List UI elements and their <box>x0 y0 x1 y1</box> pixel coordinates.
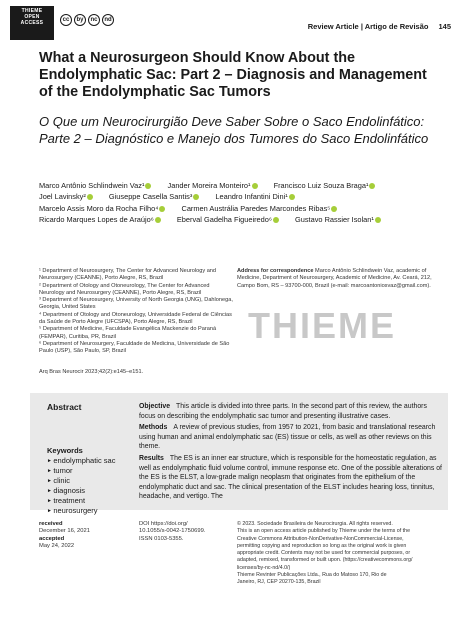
author: Marco Antônio Schlindwein Vaz¹ <box>39 181 151 190</box>
thieme-watermark: THIEME <box>248 305 397 346</box>
abstract-methods: Methods A review of previous studies, from 1957 to 2021, from basic and translational research using human and animal endolymphatic sac (ES) tissue or cells, as well as other reviews on this theme. <box>139 424 436 451</box>
license: © 2023. Sociedade Brasileira de Neurocirurgia. All rights reserved. This is an open access article published by Thieme under the terms of the Creative Commons Attribution-NonDerivative-NonCommercial-License, permitting copying and reproduction so long as the original work is given appropriate credit. Contents may not be used for commercial purposes, or adapted, remixed, transformed or built upon. (https://creativecommons.org/ licenses/by-nc-nd/4.0/) Thieme Revinter Publicações Ltda., Rua do Matoso 170, Rio de Janeiro, RJ, CEP 20270-135, Brazil <box>237 521 452 587</box>
issn: ISSN 0103-5355. <box>139 535 184 542</box>
license-link[interactable]: licenses/by-nc-nd/4.0/) <box>237 564 291 571</box>
by-icon: by <box>74 14 86 26</box>
abstract-heading: Abstract <box>47 402 82 412</box>
keyword: ► diagnosis <box>47 486 115 496</box>
doi-link[interactable]: 10.1055/s-0042-1750699. <box>139 528 206 535</box>
author: Gustavo Rassier Isolan¹ <box>295 215 381 224</box>
orcid-icon[interactable] <box>289 194 295 200</box>
cc-icon: cc <box>60 14 72 26</box>
abstract-objective: Objective This article is divided into three parts. In the second part of this review, the authors focus on describing the endolymphatic sac tumor and presenting illustrative cases. <box>139 403 427 420</box>
logo-line: THIEME <box>21 8 43 14</box>
correspondence-label: Address for correspondence <box>237 268 314 274</box>
citation: Arq Bras Neurocir 2023;42(2):e145–e151. <box>39 369 144 375</box>
logo-line: OPEN <box>24 14 40 20</box>
page-number: 145 <box>438 22 451 31</box>
abstract-body <box>139 402 445 504</box>
orcid-icon[interactable] <box>155 217 161 223</box>
creative-commons-icons <box>60 14 114 26</box>
logo-line: ACCESS <box>20 20 44 26</box>
affiliations <box>39 268 235 356</box>
affiliation: ⁴ Department of Otology and Otoneurology, Universidade Federal de Ciências da Saúde de Porto Alegre (UFCSPA), Porto Alegre, RS, Brazil <box>39 311 232 326</box>
abstract-results: Results The ES is an inner ear structure, which is responsible for the homeostatic regulation, as well as endolymphatic fluid volume control, immune response etc. One of the possible alterations of the ES is the ELST, a low-grade malign neoplasm that originates from the epithelium of the endolymphatic duct and sac. The clinical presentation of the ELST includes hearing loss, tinnitus, headache, and vertigo. The <box>139 454 442 501</box>
author: Leandro Infantini Dini¹ <box>215 192 294 201</box>
author-list <box>39 180 449 226</box>
article-title: What a Neurosurgeon Should Know About the Endolymphatic Sac: Part 2 – Diagnosis and Management of the Endolymphatic Sac Tumors <box>39 50 427 100</box>
nd-icon: nd <box>102 14 114 26</box>
affiliation: ⁵ Department of Medicine, Faculdade Evangélica Mackenzie do Paraná (FEMPAR), Curitiba, PR, Brazil <box>39 326 217 340</box>
affiliation: ³ Department of Neurosurgery, University of North Georgia (UNG), Dahlonega, Georgia, United States <box>39 297 233 311</box>
affiliation: ² Department of Otology and Otoneurology, The Center for Advanced Neurology and Neurosurgery (CEANNE), Porto Alegre, RS, Brazil <box>39 282 210 296</box>
orcid-icon[interactable] <box>159 206 165 212</box>
orcid-icon[interactable] <box>369 183 375 189</box>
author: Joel Lavinsky² <box>39 192 93 201</box>
keyword: ► treatment <box>47 496 115 506</box>
orcid-icon[interactable] <box>375 217 381 223</box>
author: Marcelo Assis Moro da Rocha Filho⁴ <box>39 204 165 213</box>
license-link[interactable]: adapted, remixed, transformed or built upon. (https://creativecommons.org/ <box>237 557 413 564</box>
author: Giuseppe Casella Santis³ <box>109 192 199 201</box>
orcid-icon[interactable] <box>193 194 199 200</box>
keyword: ► clinic <box>47 476 115 486</box>
keywords-heading: Keywords <box>47 446 83 455</box>
keyword-list <box>47 456 115 516</box>
orcid-icon[interactable] <box>331 206 337 212</box>
orcid-icon[interactable] <box>145 183 151 189</box>
orcid-icon[interactable] <box>252 183 258 189</box>
article-subtitle: O Que um Neurocirurgião Deve Saber Sobre o Saco Endolinfático: Parte 2 – Diagnóstico e Manejo dos Tumores do Saco Endolinfático <box>39 114 429 146</box>
affiliation: ⁶ Department of Neurosurgery, Faculdade de Medicina, Universidade de São Paulo (USP), São Paulo, SP, Brazil <box>39 340 230 355</box>
keyword: ► endolymphatic sac <box>47 456 115 466</box>
author: Eberval Gadelha Figueiredo⁶ <box>177 215 279 224</box>
affiliation: ¹ Department of Neurosurgery, The Center for Advanced Neurology and Neurosurgery (CEANNE), Porto Alegre, RS, Brazil <box>39 268 217 282</box>
doi-issn <box>139 521 205 543</box>
author: Jander Moreira Monteiro¹ <box>168 181 258 190</box>
author: Francisco Luiz Souza Braga¹ <box>274 181 376 190</box>
author: Ricardo Marques Lopes de Araújo⁶ <box>39 215 161 224</box>
orcid-icon[interactable] <box>273 217 279 223</box>
doi-link[interactable]: DOI https://doi.org/ <box>139 521 188 527</box>
keyword: ► tumor <box>47 466 115 476</box>
running-header <box>308 22 451 31</box>
author: Carmen Austrália Paredes Marcondes Ribas⁵ <box>181 204 337 213</box>
thieme-open-access-logo <box>10 6 54 40</box>
keyword: ► neurosurgery <box>47 506 115 516</box>
nc-icon: nc <box>88 14 100 26</box>
dates: received December 16, 2021 accepted May 24, 2022 <box>39 521 90 550</box>
correspondence-text: Marco Antônio Schlindwein Vaz, academic of Medicine, Department of Neurosurgery, Academic of Medicine, Av. Ceará, 212, Campo Bom, RS – 93700-000, Brazil (e-mail: marcoantoniosvaz@gmail.com). <box>237 268 432 289</box>
article-type: Review Article | Artigo de Revisão <box>307 22 429 31</box>
orcid-icon[interactable] <box>87 194 93 200</box>
correspondence <box>237 268 447 290</box>
